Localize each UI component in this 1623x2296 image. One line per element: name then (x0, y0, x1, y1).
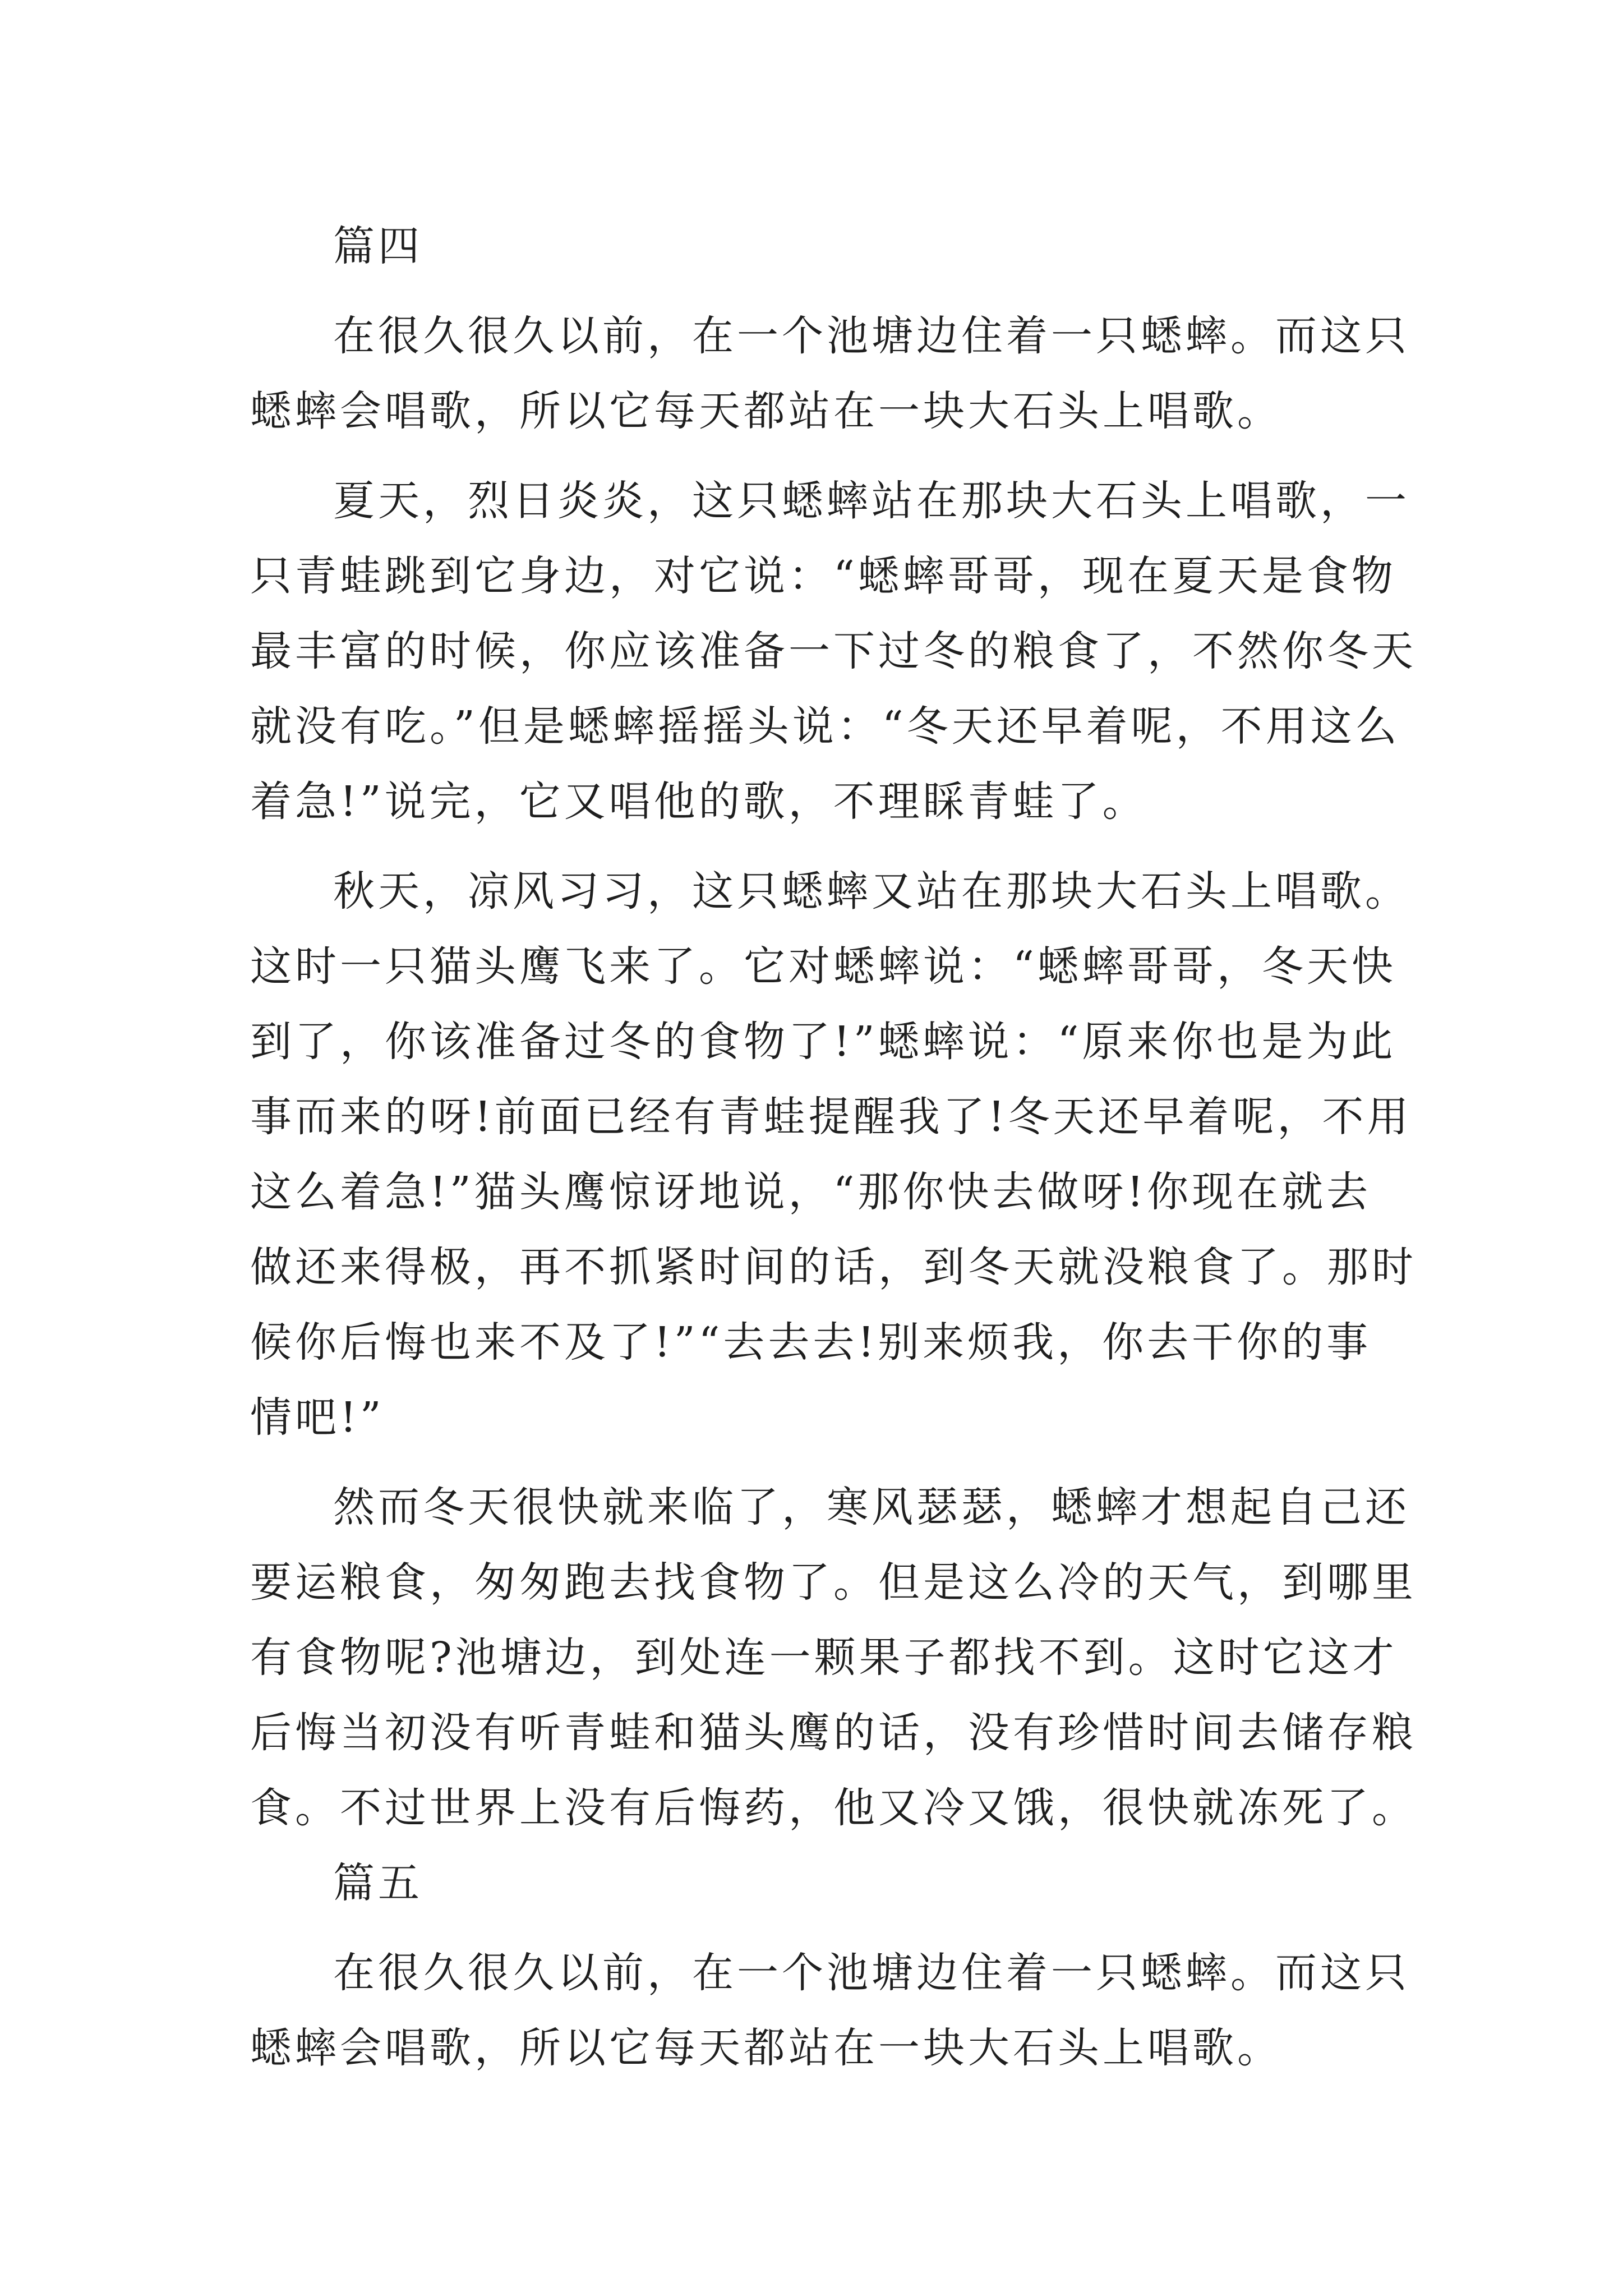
paragraph-line: 这么着急!”猫头鹰惊讶地说，“那你快去做呀!你现在就去 (250, 1168, 1372, 1216)
paragraph-line: 然而冬天很快就来临了，寒风瑟瑟，蟋蟀才想起自己还 (333, 1483, 1410, 1531)
section-heading: 篇五 (333, 1859, 423, 1907)
paragraph (250, 298, 1410, 449)
paragraph (250, 1935, 1410, 2086)
paragraph-line: 秋天，凉风习习，这只蟋蟀又站在那块大石头上唱歌。 (333, 867, 1410, 915)
paragraph (250, 463, 1417, 839)
paragraph-line: 到了，你该准备过冬的食物了!”蟋蟀说：“原来你也是为此 (250, 1018, 1396, 1066)
paragraph-line: 夏天，烈日炎炎，这只蟋蟀站在那块大石头上唱歌，一 (333, 477, 1410, 525)
paragraph-line: 要运粮食，匆匆跑去找食物了。但是这么冷的天气，到哪里 (250, 1558, 1417, 1607)
paragraph-line: 蟋蟀会唱歌，所以它每天都站在一块大石头上唱歌。 (250, 387, 1282, 435)
paragraph-line: 在很久很久以前，在一个池塘边住着一只蟋蟀。而这只 (333, 1949, 1410, 1997)
paragraph-line: 着急!”说完，它又唱他的歌，不理睬青蛙了。 (250, 777, 1147, 826)
section-heading: 篇四 (333, 222, 423, 270)
paragraph (250, 1470, 1417, 1846)
paragraph-line: 事而来的呀!前面已经有青蛙提醒我了!冬天还早着呢，不用 (250, 1093, 1412, 1141)
paragraph-line: 在很久很久以前，在一个池塘边住着一只蟋蟀。而这只 (333, 312, 1410, 360)
paragraph-line: 情吧!” (250, 1393, 385, 1442)
document-body (250, 209, 1417, 2086)
paragraph-line: 候你后悔也来不及了!”“去去去!别来烦我，你去干你的事 (250, 1318, 1372, 1366)
paragraph-line: 蟋蟀会唱歌，所以它每天都站在一块大石头上唱歌。 (250, 2024, 1282, 2072)
paragraph-line: 有食物呢?池塘边，到处连一颗果子都找不到。这时它这才 (250, 1634, 1398, 1682)
paragraph-line: 食。不过世界上没有后悔药，他又冷又饿，很快就冻死了。 (250, 1784, 1417, 1832)
paragraph-line: 就没有吃。”但是蟋蟀摇摇头说：“冬天还早着呢，不用这么 (250, 702, 1400, 751)
paragraph-line: 最丰富的时候，你应该准备一下过冬的粮食了，不然你冬天 (250, 627, 1417, 675)
paragraph (250, 854, 1417, 1455)
paragraph-line: 后悔当初没有听青蛙和猫头鹰的话，没有珍惜时间去储存粮 (250, 1709, 1417, 1757)
paragraph-line: 这时一只猫头鹰飞来了。它对蟋蟀说：“蟋蟀哥哥，冬天快 (250, 942, 1396, 991)
paragraph-line: 只青蛙跳到它身边，对它说：“蟋蟀哥哥，现在夏天是食物 (250, 552, 1396, 600)
paragraph-line: 做还来得极，再不抓紧时间的话，到冬天就没粮食了。那时 (250, 1243, 1417, 1291)
